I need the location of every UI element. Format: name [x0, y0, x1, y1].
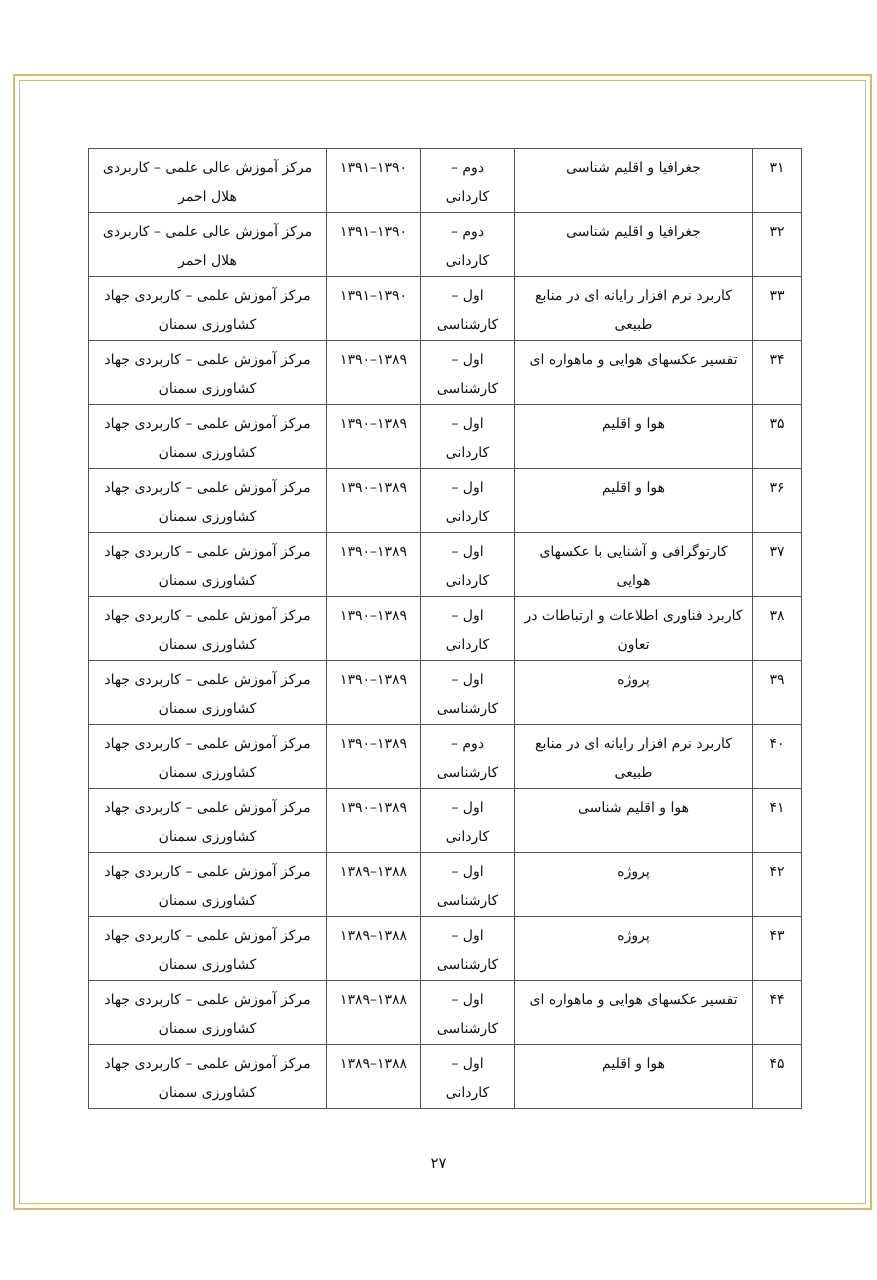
row-number-cell: ۴۵ [753, 1045, 802, 1109]
academic-year-cell: ۱۳۸۹–۱۳۹۰ [327, 725, 421, 789]
table-row [89, 597, 802, 661]
term-level-cell: اول – کارشناسی [421, 661, 515, 725]
row-number-cell: ۳۴ [753, 341, 802, 405]
academic-year-cell: ۱۳۸۸–۱۳۸۹ [327, 853, 421, 917]
academic-year-cell: ۱۳۸۹–۱۳۹۰ [327, 341, 421, 405]
course-title-cell: کارتوگرافی و آشنایی با عکسهای هوایی [515, 533, 753, 597]
term-level-cell: اول – کاردانی [421, 1045, 515, 1109]
term-level-cell: اول – کارشناسی [421, 277, 515, 341]
table-row [89, 149, 802, 213]
term-level-cell: اول – کاردانی [421, 789, 515, 853]
row-number-cell: ۳۹ [753, 661, 802, 725]
table-row [89, 277, 802, 341]
row-number-cell: ۴۳ [753, 917, 802, 981]
institution-cell: مرکز آموزش علمی – کاربردی جهاد کشاورزی سمنان [89, 981, 327, 1045]
institution-cell: مرکز آموزش علمی – کاربردی جهاد کشاورزی سمنان [89, 853, 327, 917]
academic-year-cell: ۱۳۸۸–۱۳۸۹ [327, 981, 421, 1045]
institution-cell: مرکز آموزش علمی – کاربردی جهاد کشاورزی سمنان [89, 341, 327, 405]
row-number-cell: ۳۳ [753, 277, 802, 341]
academic-year-cell: ۱۳۸۹–۱۳۹۰ [327, 661, 421, 725]
course-title-cell: جغرافیا و اقلیم شناسی [515, 213, 753, 277]
term-level-cell: اول – کارشناسی [421, 981, 515, 1045]
table-row [89, 213, 802, 277]
institution-cell: مرکز آموزش علمی – کاربردی جهاد کشاورزی سمنان [89, 917, 327, 981]
term-level-cell: اول – کارشناسی [421, 853, 515, 917]
row-number-cell: ۴۰ [753, 725, 802, 789]
term-level-cell: اول – کاردانی [421, 533, 515, 597]
courses-table [88, 148, 802, 1109]
table-row [89, 981, 802, 1045]
course-title-cell: هوا و اقلیم [515, 405, 753, 469]
course-title-cell: هوا و اقلیم [515, 469, 753, 533]
course-title-cell: تفسیر عکسهای هوایی و ماهواره ای [515, 341, 753, 405]
table-row [89, 533, 802, 597]
academic-year-cell: ۱۳۹۰–۱۳۹۱ [327, 213, 421, 277]
term-level-cell: اول – کارشناسی [421, 341, 515, 405]
institution-cell: مرکز آموزش علمی – کاربردی جهاد کشاورزی سمنان [89, 789, 327, 853]
academic-year-cell: ۱۳۸۸–۱۳۸۹ [327, 1045, 421, 1109]
table-row [89, 1045, 802, 1109]
course-title-cell: کاربرد نرم افزار رایانه ای در منابع طبیعی [515, 277, 753, 341]
row-number-cell: ۴۱ [753, 789, 802, 853]
institution-cell: مرکز آموزش علمی – کاربردی جهاد کشاورزی سمنان [89, 277, 327, 341]
course-title-cell: پروژه [515, 661, 753, 725]
row-number-cell: ۳۱ [753, 149, 802, 213]
institution-cell: مرکز آموزش علمی – کاربردی جهاد کشاورزی سمنان [89, 1045, 327, 1109]
table-row [89, 853, 802, 917]
row-number-cell: ۴۴ [753, 981, 802, 1045]
academic-year-cell: ۱۳۸۹–۱۳۹۰ [327, 789, 421, 853]
institution-cell: مرکز آموزش علمی – کاربردی جهاد کشاورزی سمنان [89, 725, 327, 789]
term-level-cell: اول – کاردانی [421, 405, 515, 469]
academic-year-cell: ۱۳۸۸–۱۳۸۹ [327, 917, 421, 981]
course-title-cell: هوا و اقلیم [515, 1045, 753, 1109]
table-row [89, 341, 802, 405]
term-level-cell: دوم – کاردانی [421, 213, 515, 277]
row-number-cell: ۴۲ [753, 853, 802, 917]
row-number-cell: ۳۵ [753, 405, 802, 469]
term-level-cell: اول – کاردانی [421, 597, 515, 661]
table-row [89, 917, 802, 981]
row-number-cell: ۳۲ [753, 213, 802, 277]
page-number: ۲۷ [430, 1154, 447, 1172]
course-title-cell: کاربرد فناوری اطلاعات و ارتباطات در تعاون [515, 597, 753, 661]
row-number-cell: ۳۸ [753, 597, 802, 661]
term-level-cell: اول – کارشناسی [421, 917, 515, 981]
course-title-cell: پروژه [515, 853, 753, 917]
academic-year-cell: ۱۳۹۰–۱۳۹۱ [327, 149, 421, 213]
academic-year-cell: ۱۳۸۹–۱۳۹۰ [327, 405, 421, 469]
course-title-cell: کاربرد نرم افزار رایانه ای در منابع طبیعی [515, 725, 753, 789]
term-level-cell: دوم – کارشناسی [421, 725, 515, 789]
academic-year-cell: ۱۳۸۹–۱۳۹۰ [327, 597, 421, 661]
institution-cell: مرکز آموزش علمی – کاربردی جهاد کشاورزی سمنان [89, 597, 327, 661]
course-title-cell: جغرافیا و اقلیم شناسی [515, 149, 753, 213]
course-title-cell: هوا و اقلیم شناسی [515, 789, 753, 853]
institution-cell: مرکز آموزش علمی – کاربردی جهاد کشاورزی سمنان [89, 405, 327, 469]
institution-cell: مرکز آموزش علمی – کاربردی جهاد کشاورزی سمنان [89, 661, 327, 725]
academic-year-cell: ۱۳۸۹–۱۳۹۰ [327, 469, 421, 533]
row-number-cell: ۳۷ [753, 533, 802, 597]
course-title-cell: پروژه [515, 917, 753, 981]
table-row [89, 661, 802, 725]
term-level-cell: اول – کاردانی [421, 469, 515, 533]
table-row [89, 405, 802, 469]
table-row [89, 789, 802, 853]
courses-table-body [89, 149, 802, 1109]
term-level-cell: دوم – کاردانی [421, 149, 515, 213]
institution-cell: مرکز آموزش علمی – کاربردی جهاد کشاورزی سمنان [89, 533, 327, 597]
academic-year-cell: ۱۳۸۹–۱۳۹۰ [327, 533, 421, 597]
course-title-cell: تفسیر عکسهای هوایی و ماهواره ای [515, 981, 753, 1045]
institution-cell: مرکز آموزش عالی علمی – کاربردی هلال احمر [89, 149, 327, 213]
academic-year-cell: ۱۳۹۰–۱۳۹۱ [327, 277, 421, 341]
institution-cell: مرکز آموزش عالی علمی – کاربردی هلال احمر [89, 213, 327, 277]
table-row [89, 725, 802, 789]
row-number-cell: ۳۶ [753, 469, 802, 533]
institution-cell: مرکز آموزش علمی – کاربردی جهاد کشاورزی سمنان [89, 469, 327, 533]
table-row [89, 469, 802, 533]
